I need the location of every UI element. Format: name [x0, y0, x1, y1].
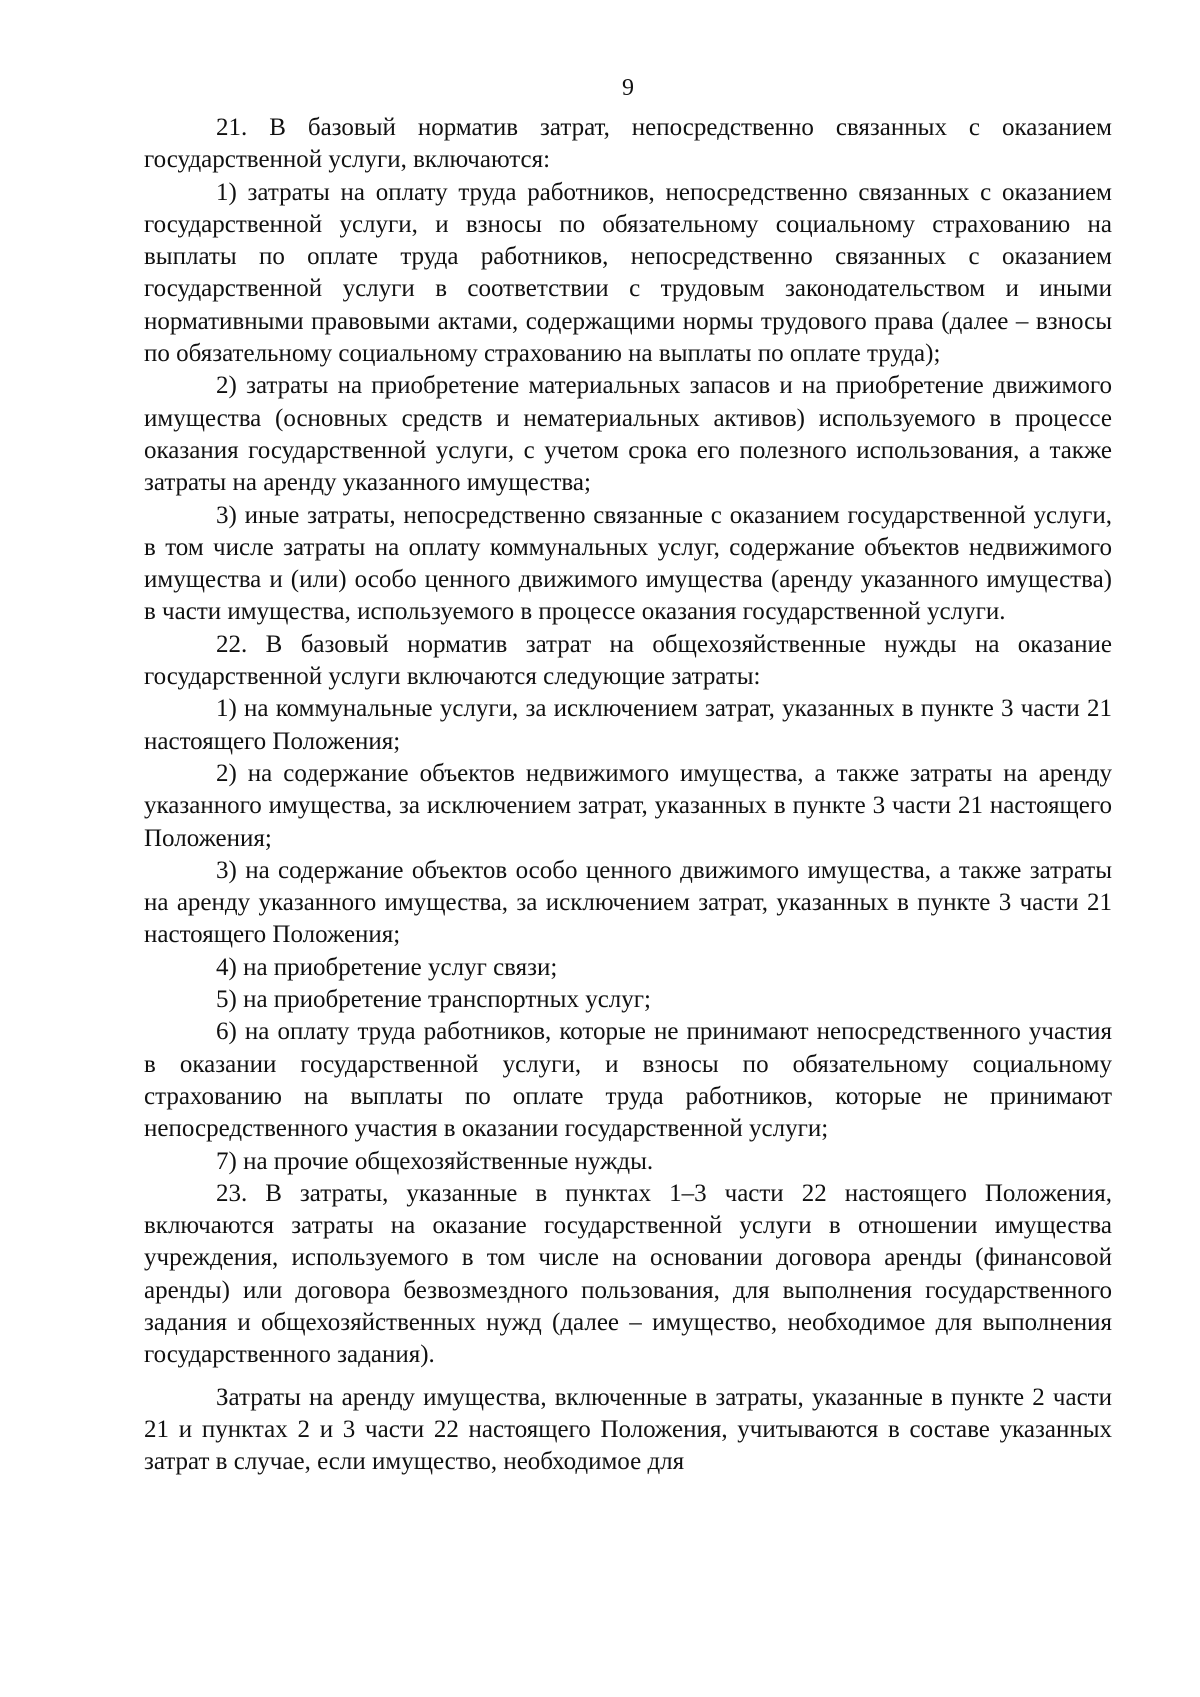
paragraph-22-item-3: 3) на содержание объектов особо ценного движимого имущества, а также затраты на аренду указанного имущества, за исключением затрат, указанных в пункте 3 части 21 настоящего Положения; — [144, 856, 1112, 949]
page-number: 9 — [622, 75, 634, 101]
paragraph-21-item-1: 1) затраты на оплату труда работников, непосредственно связанных с оказанием государственной услуги, и взносы по обязательному социальному страхованию на выплаты по оплате труда работников, непосредственно связанных с оказанием государственной услуги в соответствии с трудовым законодательством и иными нормативными правовыми актами, содержащими нормы трудового права (далее – взносы по обязательному социальному страхованию на выплаты по оплате труда); — [144, 178, 1112, 368]
paragraph-21: 21. В базовый норматив затрат, непосредственно связанных с оказанием государственной услуги, включаются: — [144, 114, 1112, 174]
paragraph-22-item-6: 6) на оплату труда работников, которые не принимают непосредственного участия в оказании государственной услуги, и взносы по обязательному социальному страхованию на выплаты по оплате труда работников, которые не принимают непосредственного участия в оказании государственной услуги; — [144, 1018, 1112, 1143]
paragraph-22-item-1: 1) на коммунальные услуги, за исключением затрат, указанных в пункте 3 части 21 настоящего Положения; — [144, 695, 1112, 755]
paragraph-23-continuation: Затраты на аренду имущества, включенные в затраты, указанные в пункте 2 части 21 и пунктах 2 и 3 части 22 настоящего Положения, учитываются в составе указанных затрат в случае, если имущество, необходимое для — [144, 1383, 1112, 1476]
document-page — [144, 72, 1112, 1478]
paragraph-22: 22. В базовый норматив затрат на общехозяйственные нужды на оказание государственной услуги включаются следующие затраты: — [144, 630, 1112, 691]
paragraph-22-item-7: 7) на прочие общехозяйственные нужды. — [216, 1147, 654, 1175]
paragraph-22-item-5: 5) на приобретение транспортных услуг; — [216, 986, 651, 1014]
paragraph-21-item-3: 3) иные затраты, непосредственно связанные с оказанием государственной услуги, в том числе затраты на оплату коммунальных услуг, содержание объектов недвижимого имущества и (или) особо ценного движимого имущества (аренду указанного имущества) в части имущества, используемого в процессе оказания государственной услуги. — [144, 501, 1112, 626]
paragraph-22-item-2: 2) на содержание объектов недвижимого имущества, а также затраты на аренду указанного имущества, за исключением затрат, указанных в пункте 3 части 21 настоящего Положения; — [144, 759, 1112, 852]
paragraph-23: 23. В затраты, указанные в пунктах 1–3 части 22 настоящего Положения, включаются затраты на оказание государственной услуги в отношении имущества учреждения, используемого в том числе на основании договора аренды (финансовой аренды) или договора безвозмездного пользования, для выполнения государственного задания и общехозяйственных нужд (далее – имущество, необходимое для выполнения государственного задания). — [144, 1179, 1112, 1369]
paragraph-22-item-4: 4) на приобретение услуг связи; — [216, 953, 558, 981]
paragraph-21-item-2: 2) затраты на приобретение материальных запасов и на приобретение движимого имущества (основных средств и нематериальных активов) используемого в процессе оказания государственной услуги, с учетом срока его полезного использования, а также затраты на аренду указанного имущества; — [144, 372, 1112, 497]
